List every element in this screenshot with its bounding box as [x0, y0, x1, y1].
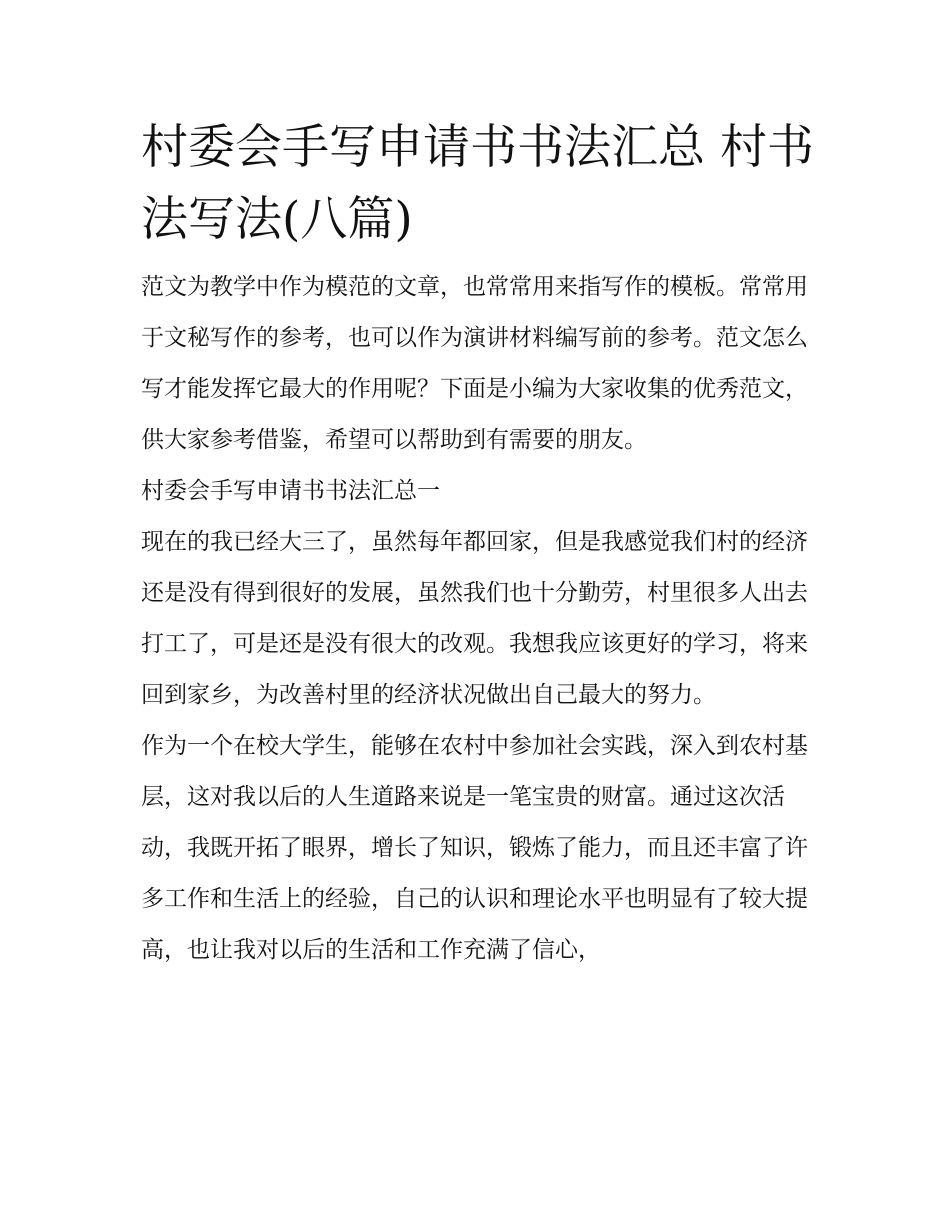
- document-title: 村委会手写申请书书法汇总 村书法写法(八篇): [141, 120, 814, 247]
- body-paragraph: 现在的我已经大三了，虽然每年都回家，但是我感觉我们村的经济还是没有得到很好的发展，虽然我们也十分勤劳，村里很多人出去打工了，可是还是没有很大的改观。我想我应该更好的学习，将来回到家乡，为改善村里的经济状况做出自己最大的努力。: [141, 529, 808, 708]
- intro-paragraph: 范文为教学中作为模范的文章，也常常用来指写作的模板。常常用于文秘写作的参考，也可以作为演讲材料编写前的参考。范文怎么写才能发挥它最大的作用呢？下面是小编为大家收集的优秀范文，供大家参考借鉴，希望可以帮助到有需要的朋友。: [141, 274, 808, 453]
- document-body: [141, 112, 821, 976]
- section-heading: 村委会手写申请书书法汇总一: [141, 478, 440, 504]
- body-paragraph: 作为一个在校大学生，能够在农村中参加社会实践，深入到农村基层，这对我以后的人生道路来说是一笔宝贵的财富。通过这次活动，我既开拓了眼界，增长了知识，锻炼了能力，而且还丰富了许多工作和生活上的经验，自己的认识和理论水平也明显有了较大提高，也让我对以后的生活和工作充满了信心，: [141, 733, 808, 963]
